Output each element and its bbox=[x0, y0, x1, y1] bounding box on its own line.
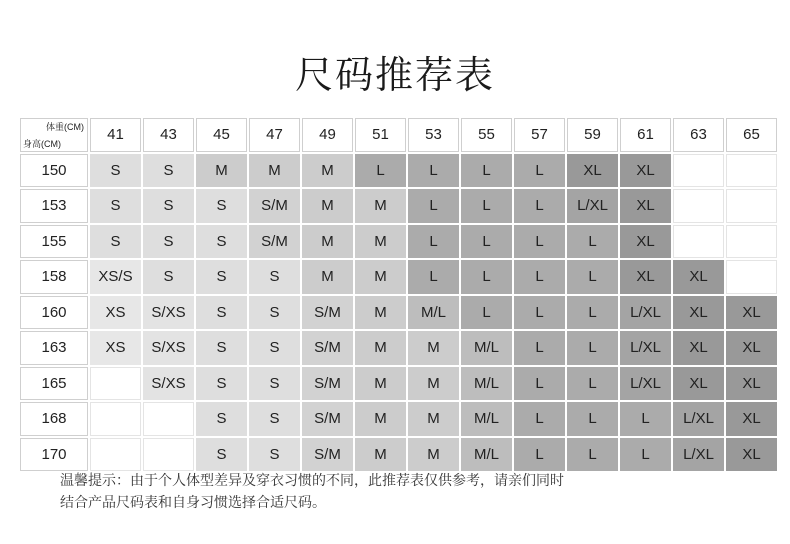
size-cell: L/XL bbox=[673, 438, 724, 472]
size-cell: S bbox=[249, 367, 300, 401]
size-cell: M bbox=[355, 189, 406, 223]
size-cell: S/M bbox=[302, 438, 353, 472]
size-chart-table bbox=[18, 116, 779, 473]
size-cell: XL bbox=[620, 189, 671, 223]
size-cell: M bbox=[302, 189, 353, 223]
weight-header-cell: 53 bbox=[408, 118, 459, 152]
height-header-cell: 165 bbox=[20, 367, 88, 401]
tip-line: 结合产品尺码表和自身习惯选择合适尺码。 bbox=[60, 495, 326, 511]
size-cell: S bbox=[143, 225, 194, 259]
size-cell: M bbox=[355, 402, 406, 436]
size-cell: L/XL bbox=[620, 331, 671, 365]
size-cell: L bbox=[514, 260, 565, 294]
table-row bbox=[20, 260, 777, 294]
size-cell: L bbox=[514, 438, 565, 472]
size-cell bbox=[673, 189, 724, 223]
size-cell: M bbox=[302, 225, 353, 259]
size-cell: S/M bbox=[302, 331, 353, 365]
size-cell: S bbox=[196, 296, 247, 330]
size-cell: L bbox=[620, 438, 671, 472]
size-cell: M bbox=[302, 154, 353, 188]
size-cell: S/M bbox=[249, 225, 300, 259]
size-cell: M/L bbox=[461, 438, 512, 472]
size-cell: M bbox=[355, 367, 406, 401]
size-cell: S bbox=[143, 260, 194, 294]
size-cell: XL bbox=[673, 296, 724, 330]
size-cell: XL bbox=[673, 331, 724, 365]
size-cell: XL bbox=[620, 154, 671, 188]
table-row bbox=[20, 331, 777, 365]
size-cell: S/XS bbox=[143, 296, 194, 330]
size-cell: S bbox=[196, 260, 247, 294]
size-cell: L bbox=[408, 225, 459, 259]
page-title: 尺码推荐表 bbox=[294, 53, 495, 97]
size-cell: M bbox=[408, 367, 459, 401]
size-cell: XL bbox=[567, 154, 618, 188]
size-cell: L bbox=[567, 260, 618, 294]
size-cell: L bbox=[408, 154, 459, 188]
size-cell: XL bbox=[726, 296, 777, 330]
weight-header-cell: 61 bbox=[620, 118, 671, 152]
height-header-cell: 153 bbox=[20, 189, 88, 223]
size-cell: M bbox=[249, 154, 300, 188]
size-cell: S bbox=[249, 296, 300, 330]
size-cell: L bbox=[461, 154, 512, 188]
size-cell bbox=[143, 438, 194, 472]
size-cell: M bbox=[355, 438, 406, 472]
size-cell: M/L bbox=[461, 367, 512, 401]
weight-header-row bbox=[20, 118, 777, 152]
size-cell: S/M bbox=[302, 367, 353, 401]
size-cell bbox=[726, 154, 777, 188]
size-cell bbox=[143, 402, 194, 436]
table-row bbox=[20, 438, 777, 472]
size-cell bbox=[726, 189, 777, 223]
size-cell: M bbox=[408, 438, 459, 472]
size-cell: L bbox=[461, 296, 512, 330]
size-cell: M bbox=[302, 260, 353, 294]
size-cell: L bbox=[514, 189, 565, 223]
weight-header-cell: 41 bbox=[90, 118, 141, 152]
size-cell: XL bbox=[673, 260, 724, 294]
height-header-cell: 160 bbox=[20, 296, 88, 330]
size-cell: L bbox=[567, 402, 618, 436]
size-cell: S bbox=[196, 331, 247, 365]
size-cell: M bbox=[408, 402, 459, 436]
weight-header-cell: 51 bbox=[355, 118, 406, 152]
size-cell: L/XL bbox=[620, 296, 671, 330]
size-cell: XL bbox=[726, 438, 777, 472]
size-cell: S bbox=[196, 367, 247, 401]
height-header-cell: 168 bbox=[20, 402, 88, 436]
size-cell: L bbox=[567, 296, 618, 330]
size-cell: S bbox=[143, 189, 194, 223]
size-cell: M bbox=[355, 225, 406, 259]
size-cell bbox=[726, 260, 777, 294]
size-cell: S bbox=[196, 189, 247, 223]
size-cell: XS bbox=[90, 296, 141, 330]
size-cell: L bbox=[514, 296, 565, 330]
size-cell: L bbox=[514, 367, 565, 401]
size-cell: M/L bbox=[408, 296, 459, 330]
size-cell bbox=[673, 154, 724, 188]
size-cell: L/XL bbox=[620, 367, 671, 401]
size-cell: L bbox=[514, 331, 565, 365]
size-cell: S bbox=[196, 438, 247, 472]
size-cell: L bbox=[514, 154, 565, 188]
size-cell: L bbox=[567, 331, 618, 365]
size-cell: S/XS bbox=[143, 367, 194, 401]
size-cell: XS bbox=[90, 331, 141, 365]
table-row bbox=[20, 154, 777, 188]
size-cell: L bbox=[514, 225, 565, 259]
height-header-cell: 158 bbox=[20, 260, 88, 294]
size-cell: XL bbox=[620, 260, 671, 294]
size-cell: S/M bbox=[302, 402, 353, 436]
size-cell bbox=[90, 402, 141, 436]
height-header-cell: 155 bbox=[20, 225, 88, 259]
size-cell: L/XL bbox=[567, 189, 618, 223]
size-cell: L bbox=[567, 367, 618, 401]
size-cell bbox=[90, 438, 141, 472]
size-cell: M bbox=[355, 260, 406, 294]
size-cell: L bbox=[514, 402, 565, 436]
size-cell: S/M bbox=[302, 296, 353, 330]
size-cell: S bbox=[90, 154, 141, 188]
weight-axis-label: 体重(CM) bbox=[46, 122, 84, 132]
weight-header-cell: 47 bbox=[249, 118, 300, 152]
size-cell: S bbox=[143, 154, 194, 188]
size-cell: S bbox=[249, 260, 300, 294]
size-cell: S bbox=[196, 225, 247, 259]
size-cell: L/XL bbox=[673, 402, 724, 436]
weight-header-cell: 55 bbox=[461, 118, 512, 152]
weight-header-cell: 45 bbox=[196, 118, 247, 152]
size-cell: XL bbox=[726, 402, 777, 436]
height-header-cell: 150 bbox=[20, 154, 88, 188]
size-cell: L bbox=[408, 189, 459, 223]
weight-header-cell: 59 bbox=[567, 118, 618, 152]
size-cell: M bbox=[408, 331, 459, 365]
corner-header-cell bbox=[20, 118, 88, 152]
table-row bbox=[20, 367, 777, 401]
table-row bbox=[20, 189, 777, 223]
size-cell: XL bbox=[673, 367, 724, 401]
size-cell: L bbox=[567, 225, 618, 259]
size-cell: S bbox=[196, 402, 247, 436]
weight-header-cell: 49 bbox=[302, 118, 353, 152]
size-cell: S/XS bbox=[143, 331, 194, 365]
size-cell: L bbox=[567, 438, 618, 472]
size-cell: L bbox=[461, 225, 512, 259]
height-header-cell: 163 bbox=[20, 331, 88, 365]
size-cell bbox=[726, 225, 777, 259]
size-cell bbox=[673, 225, 724, 259]
height-axis-label: 身高(CM) bbox=[23, 138, 61, 149]
size-cell: S bbox=[249, 438, 300, 472]
size-cell bbox=[90, 367, 141, 401]
size-cell: S bbox=[90, 189, 141, 223]
size-cell: M/L bbox=[461, 331, 512, 365]
weight-header-cell: 57 bbox=[514, 118, 565, 152]
size-cell: M bbox=[196, 154, 247, 188]
tip-note bbox=[60, 470, 750, 514]
weight-header-cell: 43 bbox=[143, 118, 194, 152]
size-cell: XS/S bbox=[90, 260, 141, 294]
size-cell: S bbox=[249, 402, 300, 436]
weight-header-cell: 65 bbox=[726, 118, 777, 152]
size-cell: M bbox=[355, 296, 406, 330]
size-cell: S bbox=[249, 331, 300, 365]
table-row bbox=[20, 402, 777, 436]
size-cell: L bbox=[408, 260, 459, 294]
size-cell: S/M bbox=[249, 189, 300, 223]
size-chart-body bbox=[20, 154, 777, 472]
size-cell: L bbox=[461, 260, 512, 294]
tip-line: 温馨提示：由于个人体型差异及穿衣习惯的不同，此推荐表仅供参考，请亲们同时 bbox=[60, 473, 564, 489]
size-cell: XL bbox=[726, 331, 777, 365]
size-cell: M/L bbox=[461, 402, 512, 436]
size-cell: L bbox=[461, 189, 512, 223]
size-cell: S bbox=[90, 225, 141, 259]
size-cell: XL bbox=[726, 367, 777, 401]
table-row bbox=[20, 296, 777, 330]
weight-header-cell: 63 bbox=[673, 118, 724, 152]
size-cell: L bbox=[620, 402, 671, 436]
size-cell: M bbox=[355, 331, 406, 365]
table-row bbox=[20, 225, 777, 259]
height-header-cell: 170 bbox=[20, 438, 88, 472]
size-cell: XL bbox=[620, 225, 671, 259]
size-cell: L bbox=[355, 154, 406, 188]
